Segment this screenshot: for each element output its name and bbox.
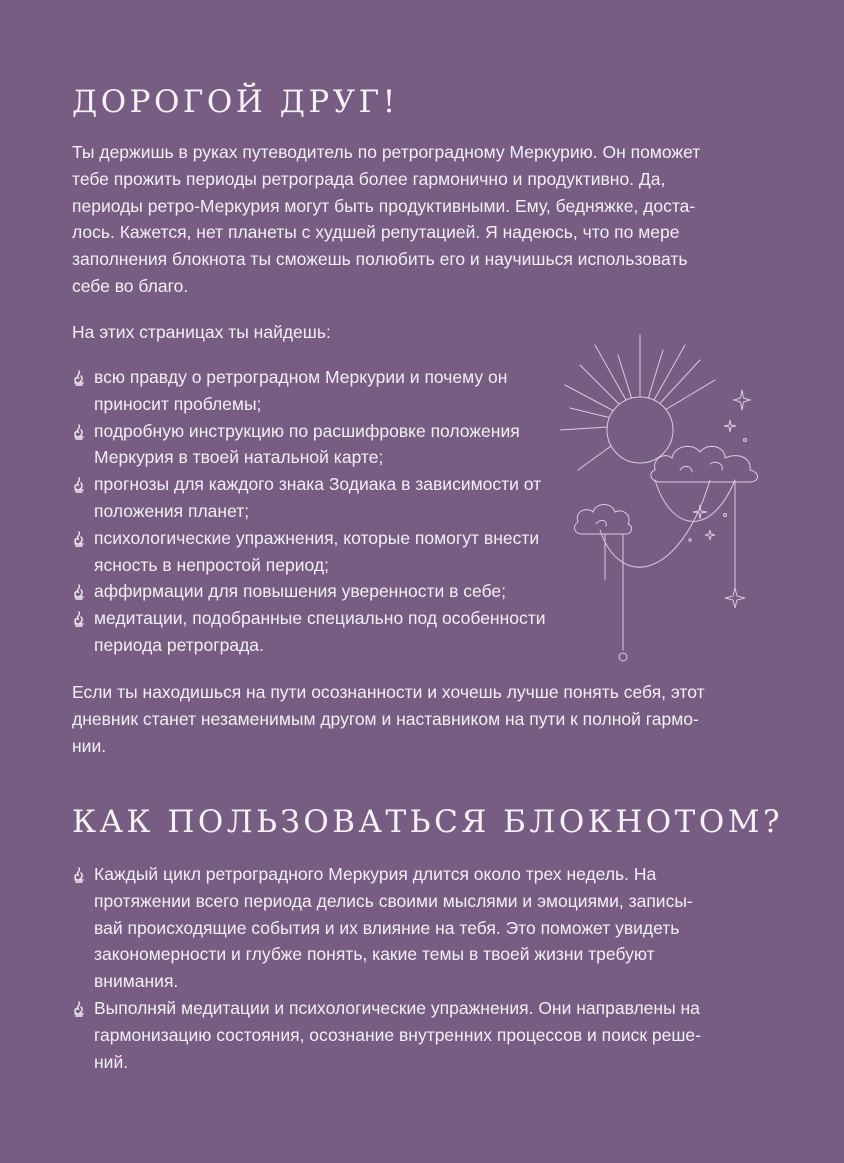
- list-item-line: закономерности и глубже понять, какие темы в твоей жизни требуют: [94, 944, 655, 965]
- list-item-line: ний.: [94, 1051, 129, 1072]
- sparkle-dot: [724, 514, 727, 517]
- flame-bullet-icon: [72, 370, 86, 386]
- usage-list: [72, 861, 736, 1075]
- list-item-line: аффирмации для повышения уверенности в себе;: [94, 581, 507, 602]
- intro-paragraph: [72, 139, 732, 300]
- contents-list: [72, 364, 572, 659]
- list-item-line: Меркурия в твоей натальной карте;: [94, 447, 384, 468]
- hanging-chain: [655, 480, 735, 521]
- list-item-line: периода ретроградa.: [94, 634, 264, 655]
- list-item-line: приносит проблемы;: [94, 393, 262, 414]
- sparkle-dot: [689, 539, 691, 541]
- list-item-line: гармонизацию состояния, осознание внутренних процессов и поиск реше-: [94, 1024, 701, 1045]
- list-item-line: протяжении всего периода делись своими мыслями и эмоциями, записы-: [94, 890, 693, 911]
- outro-paragraph: [72, 679, 732, 759]
- intro-line: тебе прожить периоды ретроградa более гармонично и продуктивно. Да,: [72, 168, 666, 189]
- section-title-how-to-use: КАК ПОЛЬЗОВАТЬСЯ БЛОКНОТОМ?: [72, 804, 784, 840]
- list-item-line: прогнозы для каждого знака Зодиака в зависимости от: [94, 474, 542, 495]
- intro-line: периоды ретро-Меркурия могут быть продуктивными. Ему, бедняжке, доста-: [72, 195, 696, 216]
- list-item-line: Выполняй медитации и психологические упражнения. Они направлены на: [94, 997, 700, 1018]
- list-item-line: психологические упражнения, которые помогут внести: [94, 527, 540, 548]
- intro-line: себе во благо.: [72, 275, 189, 296]
- list-item: [72, 995, 736, 1075]
- star-icon: [724, 420, 736, 432]
- star-icon: [725, 588, 745, 608]
- outro-line: Если ты находишься на пути осознанности и хочешь лучше понять себя, этот: [72, 682, 705, 702]
- list-item: [72, 578, 572, 605]
- flame-bullet-icon: [72, 531, 86, 547]
- sparkle-dot: [744, 439, 747, 442]
- star-icon: [734, 390, 750, 410]
- section-title-dear-friend: ДОРОГОЙ ДРУГ!: [72, 84, 399, 120]
- list-item: [72, 605, 572, 659]
- flame-bullet-icon: [72, 584, 86, 600]
- list-item-line: медитации, подобранные специально под особенности: [94, 608, 546, 629]
- outro-line: дневник станет незаменимым другом и наставником на пути к полной гармо-: [72, 708, 699, 729]
- list-item-line: вай происходящие события и их влияние на тебя. Это поможет увидеть: [94, 917, 680, 938]
- list-item: [72, 471, 572, 525]
- list-item-line: Каждый цикл ретроградного Меркурия длится около трех недель. На: [94, 864, 657, 884]
- star-icon: [705, 530, 715, 540]
- cloud-left: [575, 505, 632, 535]
- sun-circle: [607, 397, 673, 463]
- list-item: [72, 418, 572, 472]
- star-icon: [693, 505, 707, 519]
- list-item: [72, 861, 736, 995]
- intro-line: заполнения блокнота ты сможешь полюбить его и научишься использовать: [72, 249, 688, 270]
- pendant-charm: [619, 653, 627, 661]
- list-item: [72, 364, 572, 418]
- list-item: [72, 525, 572, 579]
- list-item-line: внимания.: [94, 971, 179, 992]
- cloud-right: [651, 446, 758, 482]
- flame-bullet-icon: [72, 1001, 86, 1017]
- list-item-line: положения планет;: [94, 500, 250, 521]
- intro-line: лось. Кажется, нет планеты с худшей репутацией. Я надеюсь, что по мере: [72, 222, 680, 243]
- intro-line: Ты держишь в руках путеводитель по ретроградному Меркурию. Он поможет: [72, 142, 701, 162]
- flame-bullet-icon: [72, 477, 86, 493]
- list-lead-text: На этих страницах ты найдешь:: [72, 322, 331, 342]
- flame-bullet-icon: [72, 867, 86, 883]
- list-item-line: всю правду о ретроградном Меркурии и почему он: [94, 367, 508, 387]
- list-item-line: ясность в непростой период;: [94, 554, 329, 575]
- flame-bullet-icon: [72, 611, 86, 627]
- outro-line: нии.: [72, 735, 107, 756]
- flame-bullet-icon: [72, 424, 86, 440]
- list-item-line: подробную инструкцию по расшифровке положения: [94, 420, 520, 441]
- sun-clouds-illustration: [560, 330, 790, 670]
